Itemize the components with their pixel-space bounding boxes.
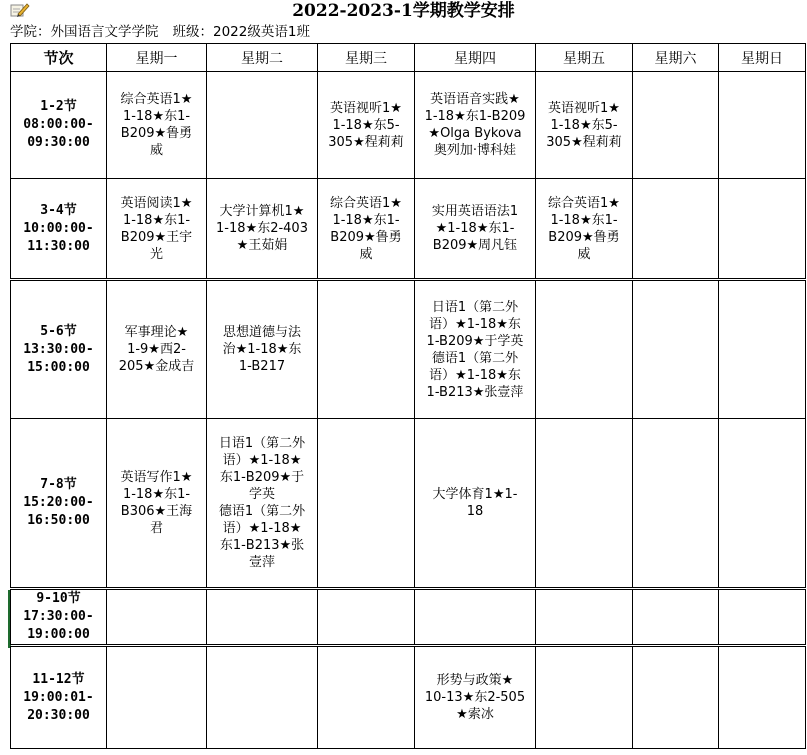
course-line: 军事理论★ <box>124 325 189 340</box>
course-line: 10-13★东2-505 <box>424 690 526 705</box>
period-line: 5-6节 <box>40 323 77 339</box>
course-line: 实用英语语法1 <box>431 204 519 219</box>
period-line: 11-12节 <box>32 671 85 687</box>
course-line: 威 <box>149 143 163 158</box>
course-line: 君 <box>149 521 163 536</box>
empty-cell <box>415 589 536 646</box>
period-line: 19:00:01- <box>23 689 94 705</box>
empty-cell <box>318 419 415 589</box>
empty-cell <box>633 419 719 589</box>
course-line: 大学计算机1★ <box>219 204 305 219</box>
empty-cell <box>633 280 719 419</box>
schedule-row <box>11 179 806 280</box>
course-line: ★Olga Bykova <box>428 126 522 141</box>
empty-cell <box>719 419 806 589</box>
course-line: 1-18★东1- <box>122 487 191 502</box>
course-line: 英语阅读1★ <box>120 195 193 211</box>
empty-cell <box>318 280 415 419</box>
course-line: 东1-B213★张 <box>219 538 305 553</box>
header-row <box>11 44 806 72</box>
course-line: 奥列加·博科娃 <box>433 143 517 158</box>
header-day: 星期三 <box>318 44 415 72</box>
course-line: 1-18★东1- <box>332 212 400 228</box>
course-line: 学英 <box>248 487 275 502</box>
empty-cell <box>719 646 806 749</box>
period-line: 08:00:00- <box>23 117 94 132</box>
course-line: 日语1（第二外 <box>218 436 306 451</box>
course-line: 形势与政策★ <box>436 673 514 688</box>
header-day: 星期四 <box>415 44 536 72</box>
course-line: 思想道德与法 <box>222 325 301 340</box>
header-day: 星期二 <box>207 44 318 72</box>
course-cell <box>415 646 536 749</box>
period-line: 10:00:00- <box>23 220 94 236</box>
empty-cell <box>536 419 633 589</box>
course-cell <box>415 179 536 280</box>
course-cell <box>318 72 415 179</box>
schedule-row <box>11 72 806 179</box>
empty-cell <box>719 280 806 419</box>
period-cell <box>11 589 107 646</box>
empty-cell <box>719 589 806 646</box>
period-line: 13:30:00- <box>23 341 94 357</box>
course-line: 1-18★东5- <box>332 117 400 133</box>
period-line: 20:30:00 <box>27 707 90 723</box>
period-cell <box>11 280 107 419</box>
schedule-row <box>11 646 806 749</box>
course-line: B209★周凡钰 <box>432 238 518 253</box>
page-title: 2022-2023-1学期教学安排 <box>292 1 515 21</box>
course-line: 1-9★西2- <box>127 342 186 357</box>
course-line: 综合英语1★ <box>120 92 193 107</box>
period-line: 9-10节 <box>36 591 81 606</box>
schedule-row <box>11 280 806 419</box>
course-line: 德语1（第二外 <box>431 350 519 366</box>
schedule-row <box>11 419 806 589</box>
course-line: 治★1-18★东 <box>222 342 302 357</box>
period-line: 16:50:00 <box>27 513 90 528</box>
course-cell <box>207 179 318 280</box>
header-day: 星期六 <box>633 44 719 72</box>
course-cell <box>207 280 318 419</box>
course-line: 光 <box>149 246 163 262</box>
course-cell <box>536 72 633 179</box>
course-line: B209★鲁勇 <box>548 229 620 245</box>
course-line: 1-18★东1-B209 <box>424 109 526 124</box>
course-line: 英语视听1★ <box>330 100 402 116</box>
course-line: 综合英语1★ <box>330 195 402 211</box>
empty-cell <box>207 646 318 749</box>
course-line: B209★鲁勇 <box>330 229 402 245</box>
header-day: 星期一 <box>107 44 207 72</box>
course-line: 1-B209★于学英 <box>426 333 524 349</box>
course-line: 1-18★东2-403 <box>216 221 308 236</box>
course-line: 语）★1-18★东 <box>429 316 521 332</box>
empty-cell <box>536 589 633 646</box>
course-line: 德语1（第二外 <box>218 504 306 519</box>
course-line: ★索冰 <box>456 707 494 722</box>
course-line: 305★程莉莉 <box>546 134 622 150</box>
college-label: 学院：外国语言文学学院 <box>10 24 159 40</box>
empty-cell <box>207 589 318 646</box>
period-line: 19:00:00 <box>27 627 90 642</box>
period-cell <box>11 179 107 280</box>
course-line: 东1-B209★于 <box>219 470 305 485</box>
period-line: 11:30:00 <box>27 238 90 254</box>
course-line: 壹萍 <box>248 555 275 570</box>
empty-cell <box>318 646 415 749</box>
course-line: 1-18★东5- <box>550 117 618 133</box>
class-info-line <box>10 23 800 41</box>
course-cell <box>415 72 536 179</box>
course-cell <box>415 419 536 589</box>
header-day: 星期日 <box>719 44 806 72</box>
empty-cell <box>719 179 806 280</box>
schedule-table <box>10 43 806 749</box>
course-line: 语）★1-18★ <box>222 521 302 536</box>
header-period: 节次 <box>11 44 107 72</box>
course-line: 日语1（第二外 <box>431 299 519 315</box>
course-cell <box>415 280 536 419</box>
header-day: 星期五 <box>536 44 633 72</box>
empty-cell <box>633 646 719 749</box>
period-cell <box>11 419 107 589</box>
course-line: B209★王宇 <box>120 229 193 245</box>
course-line: ★王茹娟 <box>236 238 288 253</box>
empty-cell <box>633 589 719 646</box>
period-line: 17:30:00- <box>23 609 94 624</box>
course-line: 语）★1-18★ <box>222 453 302 468</box>
course-cell <box>107 72 207 179</box>
course-line: 英语写作1★ <box>120 470 193 485</box>
course-line: 英语视听1★ <box>548 100 620 116</box>
class-label: 班级：2022级英语1班 <box>172 24 310 40</box>
course-line: 205★金成吉 <box>118 359 195 374</box>
course-cell <box>107 179 207 280</box>
course-line: 英语语音实践★ <box>430 92 520 107</box>
course-line: 语）★1-18★东 <box>429 367 521 383</box>
period-cell <box>11 72 107 179</box>
period-line: 1-2节 <box>40 99 77 114</box>
course-line: 1-B213★张壹萍 <box>426 384 524 400</box>
course-cell <box>318 179 415 280</box>
course-line: 1-B217 <box>238 359 286 374</box>
period-cell <box>11 646 107 749</box>
period-line: 3-4节 <box>40 202 77 218</box>
empty-cell <box>633 179 719 280</box>
empty-cell <box>536 646 633 749</box>
empty-cell <box>318 589 415 646</box>
course-cell <box>207 419 318 589</box>
course-line: 综合英语1★ <box>548 195 620 211</box>
course-line: 威 <box>359 246 373 262</box>
course-line: B306★王海 <box>120 504 193 519</box>
course-cell <box>107 280 207 419</box>
course-line: 威 <box>577 246 591 262</box>
course-cell <box>536 179 633 280</box>
period-line: 7-8节 <box>40 477 77 492</box>
course-line: 18 <box>466 504 484 519</box>
schedule-row <box>11 589 806 646</box>
empty-cell <box>107 646 207 749</box>
course-line: 1-18★东1- <box>122 109 191 124</box>
empty-cell <box>633 72 719 179</box>
period-line: 15:00:00 <box>27 359 90 375</box>
course-line: 1-18★东1- <box>122 212 191 228</box>
period-line: 15:20:00- <box>23 495 94 510</box>
period-line: 09:30:00 <box>27 135 90 150</box>
empty-cell <box>536 280 633 419</box>
empty-cell <box>719 72 806 179</box>
course-line: B209★鲁勇 <box>120 126 193 141</box>
empty-cell <box>207 72 318 179</box>
course-line: 大学体育1★1- <box>432 487 518 502</box>
course-line: ★1-18★东1- <box>435 221 515 236</box>
course-cell <box>107 419 207 589</box>
course-line: 1-18★东1- <box>550 212 618 228</box>
empty-cell <box>107 589 207 646</box>
course-line: 305★程莉莉 <box>328 134 404 150</box>
